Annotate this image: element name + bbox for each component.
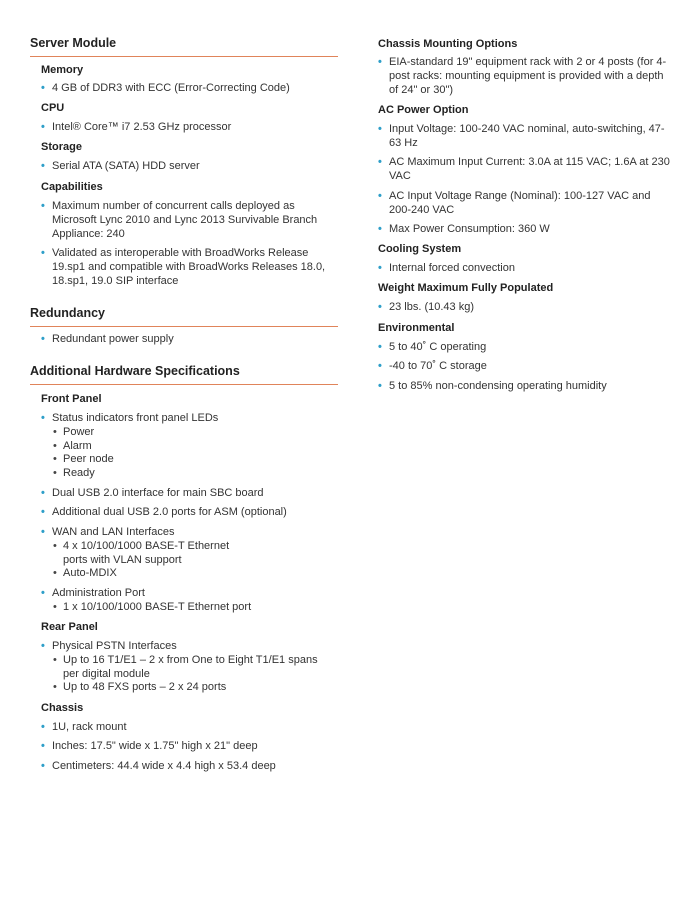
bullet-icon: • bbox=[41, 121, 45, 133]
cpu-subheading: CPU bbox=[41, 102, 65, 114]
status-led-list bbox=[52, 426, 341, 481]
ac-power-subheading: AC Power Option bbox=[378, 104, 469, 116]
chassis-item-1: • 1U, rack mount bbox=[41, 721, 127, 733]
rear-panel-subheading: Rear Panel bbox=[41, 621, 98, 633]
bullet-icon: • bbox=[378, 123, 382, 135]
bullet-icon: • bbox=[41, 82, 45, 94]
usb-main-item: • Dual USB 2.0 interface for main SBC board bbox=[41, 487, 264, 499]
list-item: • Ready bbox=[52, 467, 341, 481]
bullet-icon: • bbox=[41, 760, 45, 772]
redundancy-item: • Redundant power supply bbox=[41, 333, 174, 345]
chassis-item-3: • Centimeters: 44.4 wide x 4.4 high x 53.4 deep bbox=[41, 760, 276, 772]
memory-item: • 4 GB of DDR3 with ECC (Error-Correcting Code) bbox=[41, 82, 290, 94]
cpu-item: • Intel® Core™ i7 2.53 GHz processor bbox=[41, 121, 232, 133]
usb-asm-item: • Additional dual USB 2.0 ports for ASM (optional) bbox=[41, 506, 287, 518]
environmental-item-2: • -40 to 70˚ C storage bbox=[378, 360, 487, 372]
bullet-icon: • bbox=[41, 247, 45, 259]
list-item: • Up to 48 FXS ports – 2 x 24 ports bbox=[52, 681, 332, 695]
list-item: • Power bbox=[52, 426, 341, 440]
additional-hardware-heading: Additional Hardware Specifications bbox=[30, 364, 338, 385]
bullet-icon: • bbox=[378, 360, 382, 372]
bullet-icon: • bbox=[378, 156, 382, 168]
bullet-icon: • bbox=[41, 506, 45, 518]
weight-item: • 23 lbs. (10.43 kg) bbox=[378, 301, 474, 313]
bullet-icon: • bbox=[41, 587, 45, 599]
bullet-icon: • bbox=[41, 487, 45, 499]
wan-lan-item: • WAN and LAN Interfaces • 4 x 10/100/1000 BASE-T Ethernet ports with VLAN support • Auto-MDIX bbox=[41, 526, 341, 581]
list-item: • Up to 16 T1/E1 – 2 x from One to Eight T1/E1 spans per digital module bbox=[52, 654, 332, 682]
environmental-item-3: • 5 to 85% non-condensing operating humidity bbox=[378, 380, 607, 392]
chassis-subheading: Chassis bbox=[41, 702, 84, 714]
bullet-icon: • bbox=[41, 526, 45, 538]
ac-power-item-2: • AC Maximum Input Current: 3.0A at 115 VAC; 1.6A at 230 VAC bbox=[378, 156, 670, 182]
list-item: • Peer node bbox=[52, 453, 341, 467]
chassis-item-2: • Inches: 17.5" wide x 1.75" high x 21" deep bbox=[41, 740, 258, 752]
cooling-subheading: Cooling System bbox=[378, 243, 462, 255]
mounting-item: • EIA-standard 19" equipment rack with 2 or 4 posts (for 4-post racks: mounting equipment is provided with a depth of 24" or 30") bbox=[378, 56, 667, 96]
capabilities-item-2: • Validated as interoperable with BroadWorks Release 19.sp1 and compatible with BroadWorks Releases 18.0, 18.sp1, 19.0 SIP interface bbox=[41, 247, 326, 287]
list-item: • 4 x 10/100/1000 BASE-T Ethernet ports with VLAN support bbox=[52, 540, 252, 568]
admin-port-list bbox=[52, 601, 341, 615]
ac-power-item-4: • Max Power Consumption: 360 W bbox=[378, 223, 550, 235]
storage-subheading: Storage bbox=[41, 141, 82, 153]
bullet-icon: • bbox=[378, 380, 382, 392]
bullet-icon: • bbox=[41, 160, 45, 172]
list-item: • Alarm bbox=[52, 440, 341, 454]
bullet-icon: • bbox=[378, 341, 382, 353]
bullet-icon: • bbox=[378, 301, 382, 313]
bullet-icon: • bbox=[378, 262, 382, 274]
list-item: • Auto-MDIX bbox=[52, 567, 252, 581]
capabilities-item-1: • Maximum number of concurrent calls deployed as Microsoft Lync 2010 and Lync 2013 Survivable Branch Appliance: 240 bbox=[41, 200, 318, 240]
wan-lan-list bbox=[52, 540, 252, 581]
pstn-item: • Physical PSTN Interfaces • Up to 16 T1/E1 – 2 x from One to Eight T1/E1 spans per digital module • Up to 48 FXS ports – 2 x 24 ports bbox=[41, 640, 341, 695]
pstn-list bbox=[52, 654, 332, 695]
redundancy-heading: Redundancy bbox=[30, 306, 338, 327]
mounting-subheading: Chassis Mounting Options bbox=[378, 38, 518, 50]
status-indicators-item: • Status indicators front panel LEDs • Power • Alarm • Peer node • Ready bbox=[41, 412, 341, 481]
admin-port-item: • Administration Port • 1 x 10/100/1000 BASE-T Ethernet port bbox=[41, 587, 341, 615]
bullet-icon: • bbox=[378, 190, 382, 202]
cooling-item: • Internal forced convection bbox=[378, 262, 515, 274]
bullet-icon: • bbox=[41, 640, 45, 652]
bullet-icon: • bbox=[41, 412, 45, 424]
bullet-icon: • bbox=[41, 740, 45, 752]
bullet-icon: • bbox=[378, 223, 382, 235]
bullet-icon: • bbox=[378, 56, 382, 68]
ac-power-item-3: • AC Input Voltage Range (Nominal): 100-127 VAC and 200-240 VAC bbox=[378, 190, 651, 216]
ac-power-item-1: • Input Voltage: 100-240 VAC nominal, auto-switching, 47-63 Hz bbox=[378, 123, 665, 149]
bullet-icon: • bbox=[41, 200, 45, 212]
environmental-item-1: • 5 to 40˚ C operating bbox=[378, 341, 487, 353]
environmental-subheading: Environmental bbox=[378, 322, 455, 334]
list-item: • 1 x 10/100/1000 BASE-T Ethernet port bbox=[52, 601, 341, 615]
bullet-icon: • bbox=[41, 721, 45, 733]
capabilities-subheading: Capabilities bbox=[41, 181, 103, 193]
bullet-icon: • bbox=[41, 333, 45, 345]
front-panel-subheading: Front Panel bbox=[41, 393, 102, 405]
memory-subheading: Memory bbox=[41, 64, 84, 76]
weight-subheading: Weight Maximum Fully Populated bbox=[378, 282, 554, 294]
server-module-heading: Server Module bbox=[30, 36, 338, 57]
storage-item: • Serial ATA (SATA) HDD server bbox=[41, 160, 200, 172]
